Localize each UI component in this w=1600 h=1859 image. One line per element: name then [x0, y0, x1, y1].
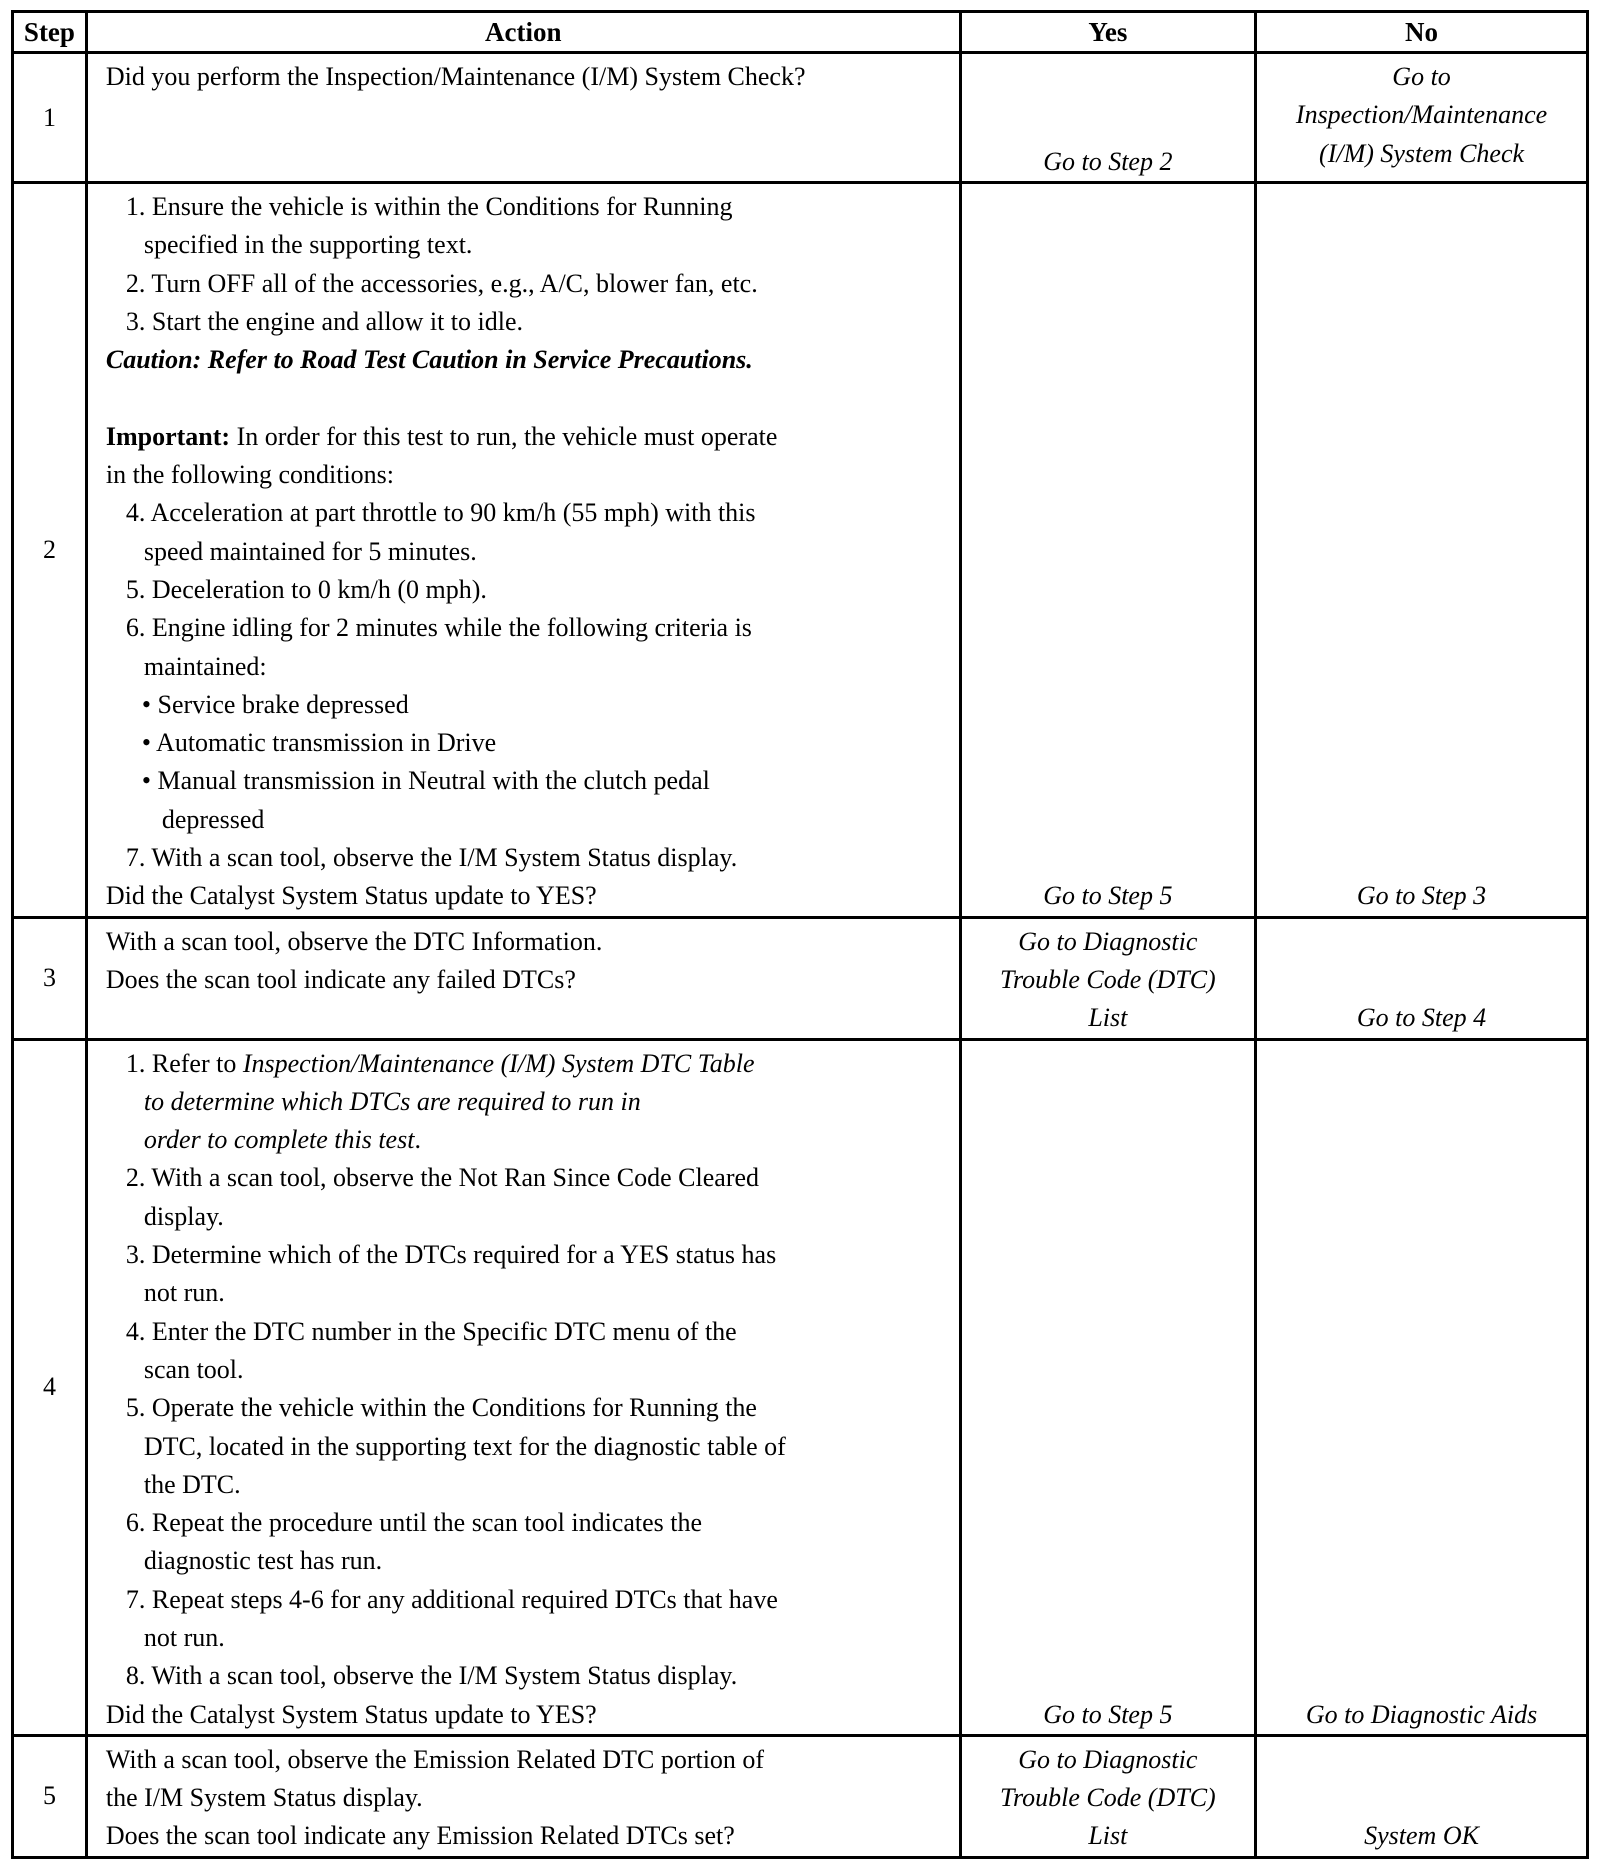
instruction-line: the DTC. [143, 1469, 241, 1499]
no-cell [1256, 917, 1588, 1039]
no-link-line[interactable]: (I/M) System Check [1319, 138, 1525, 168]
yes-link[interactable]: Go to Step 5 [1043, 1699, 1173, 1729]
yes-link-line[interactable]: List [1088, 1003, 1128, 1033]
instruction-line: 2. Turn OFF all of the accessories, e.g., A/C, blower fan, etc. [125, 268, 758, 298]
header-step: Step [13, 12, 87, 53]
table-row [13, 183, 1588, 918]
no-link[interactable]: System OK [1364, 1821, 1479, 1851]
yes-link-line[interactable]: Go to Diagnostic [1018, 1744, 1198, 1774]
action-cell [86, 917, 960, 1039]
yes-link-line[interactable]: Trouble Code (DTC) [999, 1783, 1216, 1813]
instruction-line: 6. Repeat the procedure until the scan tool indicates the [125, 1508, 703, 1538]
action-cell [86, 183, 960, 918]
yes-cell [960, 183, 1256, 918]
yes-cell [960, 1039, 1256, 1735]
instruction-line: 7. With a scan tool, observe the I/M System Status display. [125, 843, 738, 873]
yes-link[interactable]: Go to Step 5 [1043, 881, 1173, 911]
no-link-line[interactable]: Go to [1392, 62, 1451, 91]
no-link[interactable]: Go to Diagnostic Aids [1305, 1699, 1538, 1729]
header-row [13, 12, 1588, 53]
instruction-line: With a scan tool, observe the DTC Information. [105, 926, 603, 956]
question-text: Did the Catalyst System Status update to YES? [105, 1699, 597, 1729]
instruction-line: display. [143, 1201, 224, 1231]
table-row [13, 1039, 1588, 1735]
question-text: Does the scan tool indicate any Emission Related DTCs set? [105, 1821, 735, 1851]
header-no: No [1256, 12, 1588, 53]
no-link[interactable]: Go to Step 4 [1356, 1003, 1487, 1033]
instruction-line: 2. With a scan tool, observe the Not Ran Since Code Cleared [125, 1163, 760, 1193]
reference-link[interactable]: Inspection/Maintenance (I/M) System DTC Table [242, 1048, 755, 1078]
action-cell [86, 53, 960, 183]
caution-note: Caution: Refer to Road Test Caution in Service Precautions. [105, 345, 753, 375]
yes-link-line[interactable]: Go to Diagnostic [1018, 926, 1198, 956]
bullet-item: • Service brake depressed [141, 689, 409, 719]
step-number: 2 [13, 183, 87, 918]
question-text: Did the Catalyst System Status update to YES? [105, 881, 597, 911]
spacer [106, 999, 959, 1037]
instruction-line: 6. Engine idling for 2 minutes while the following criteria is [125, 613, 752, 643]
diagnostic-table [11, 10, 1589, 1859]
instruction-line: to determine which DTCs are required to run in [143, 1086, 641, 1116]
yes-link-line[interactable]: Trouble Code (DTC) [999, 964, 1216, 994]
instruction-line: 5. Operate the vehicle within the Conditions for Running the [125, 1393, 757, 1423]
action-cell [86, 1735, 960, 1857]
instruction-line: With a scan tool, observe the Emission Related DTC portion of [105, 1744, 765, 1774]
instruction-line: diagnostic test has run. [143, 1546, 383, 1576]
no-cell [1256, 53, 1588, 183]
bullet-item: • Manual transmission in Neutral with the clutch pedal [141, 766, 710, 796]
no-cell [1256, 1039, 1588, 1735]
instruction-line: 5. Deceleration to 0 km/h (0 mph). [125, 574, 487, 604]
instruction-line: specified in the supporting text. [143, 230, 473, 260]
question-text: Does the scan tool indicate any failed DTCs? [105, 964, 576, 994]
step-number: 4 [13, 1039, 87, 1735]
instruction-line: 4. Enter the DTC number in the Specific DTC menu of the [125, 1316, 737, 1346]
bullet-item-cont: depressed [161, 804, 265, 834]
important-note [106, 418, 959, 456]
table-row [13, 53, 1588, 183]
important-text-cont: in the following conditions: [105, 460, 395, 490]
table-row [13, 917, 1588, 1039]
instruction-line [106, 1045, 959, 1083]
step-number: 3 [13, 917, 87, 1039]
important-text: In order for this test to run, the vehicle must operate [236, 421, 778, 451]
no-link-line[interactable]: Inspection/Maintenance [1295, 100, 1548, 130]
instruction-italic: order to complete this test [143, 1125, 415, 1155]
instruction-line: 4. Acceleration at part throttle to 90 km/h (55 mph) with this [125, 498, 756, 528]
instruction-line: scan tool. [143, 1354, 244, 1384]
instruction-end: . [414, 1125, 421, 1155]
step-number: 1 [13, 53, 87, 183]
yes-link-line[interactable]: List [1088, 1821, 1128, 1851]
no-link[interactable]: Go to Step 3 [1356, 881, 1487, 911]
action-cell [86, 1039, 960, 1735]
header-yes: Yes [960, 12, 1256, 53]
yes-cell [960, 917, 1256, 1039]
instruction-line: speed maintained for 5 minutes. [143, 536, 477, 566]
instruction-line: 1. Ensure the vehicle is within the Conditions for Running [125, 192, 733, 221]
instruction-line: 7. Repeat steps 4-6 for any additional required DTCs that have [125, 1584, 778, 1614]
instruction-line: not run. [143, 1622, 225, 1652]
question-text: Did you perform the Inspection/Maintenance (I/M) System Check? [105, 62, 806, 91]
table-row [13, 1735, 1588, 1857]
header-action: Action [86, 12, 960, 53]
instruction-line: 3. Start the engine and allow it to idle. [125, 306, 524, 336]
no-cell [1256, 183, 1588, 918]
step-number: 5 [13, 1735, 87, 1857]
yes-link[interactable]: Go to Step 2 [1043, 146, 1173, 176]
bullet-item: • Automatic transmission in Drive [141, 728, 497, 758]
yes-cell [960, 1735, 1256, 1857]
instruction-line: 8. With a scan tool, observe the I/M System Status display. [125, 1661, 738, 1691]
instruction-line: DTC, located in the supporting text for the diagnostic table of [143, 1431, 786, 1461]
instruction-prefix: 1. Refer to [125, 1048, 243, 1078]
yes-cell [960, 53, 1256, 183]
instruction-line [106, 1121, 959, 1159]
instruction-line: the I/M System Status display. [105, 1783, 423, 1813]
instruction-line: not run. [143, 1278, 225, 1308]
instruction-line: 3. Determine which of the DTCs required for a YES status has [125, 1240, 777, 1270]
important-label: Important: [105, 421, 231, 451]
no-cell [1256, 1735, 1588, 1857]
spacer [106, 379, 959, 417]
instruction-line: maintained: [143, 651, 267, 681]
